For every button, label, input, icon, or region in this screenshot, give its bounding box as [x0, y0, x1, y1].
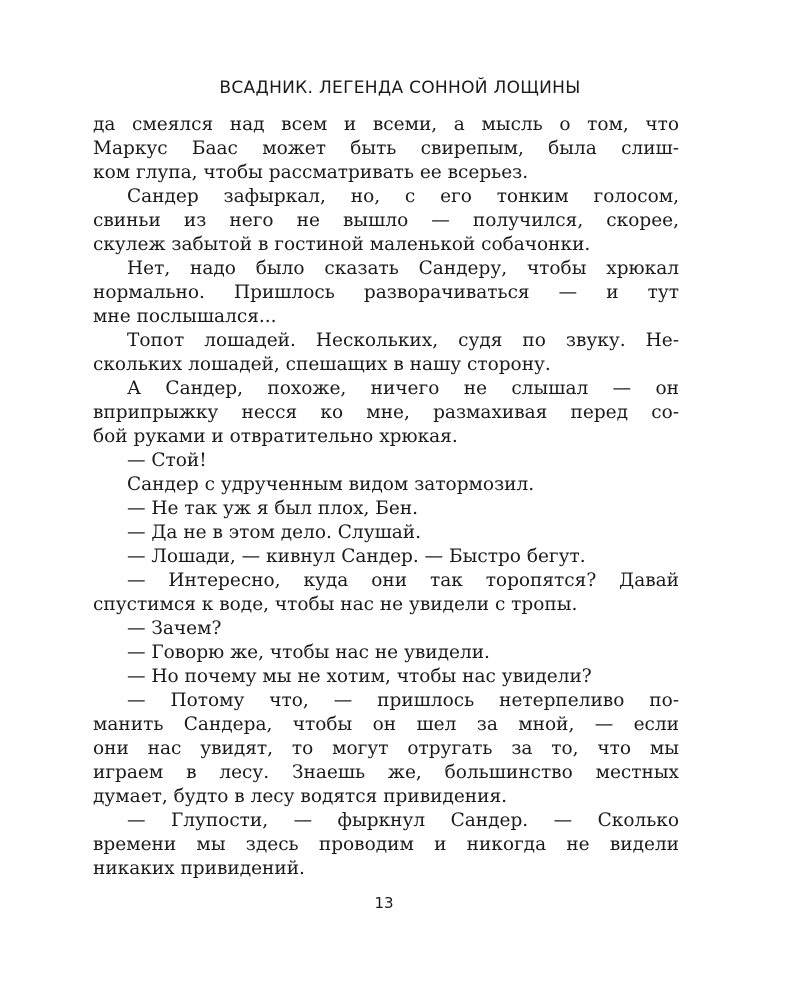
text-line: они нас увидят, то могут отругать за то, что мы [93, 738, 679, 759]
text-line: Нет, надо было сказать Сандеру, чтобы хрюкал [127, 258, 679, 279]
text-line: А Сандер, похоже, ничего не слышал — он [127, 378, 679, 399]
text-line: играем в лесу. Знаешь же, большинство местных [93, 762, 679, 783]
text-line: — Потому что, — пришлось нетерпеливо по- [127, 690, 679, 711]
text-line: думает, будто в лесу водятся привидения. [93, 786, 507, 807]
text-line: да смеялся над всем и всеми, а мысль о том, что [93, 114, 679, 135]
text-line: нормально. Пришлось разворачиваться — и тут [93, 282, 679, 303]
text-line: — Зачем? [127, 618, 222, 639]
text-line: бой руками и отвратительно хрюкая. [93, 426, 458, 447]
text-line: свиньи из него не вышло — получился, скорее, [93, 210, 679, 231]
text-line: Сандер зафыркал, но, с его тонким голосом, [127, 186, 679, 207]
text-line: — Стой! [127, 450, 207, 471]
text-line: ком глупа, чтобы рассматривать ее всерьез. [93, 162, 529, 183]
text-line: времени мы здесь проводим и никогда не видели [93, 834, 679, 855]
text-line: Топот лошадей. Нескольких, судя по звуку. Не- [127, 330, 679, 351]
text-line: — Лошади, — кивнул Сандер. — Быстро бегут. [127, 546, 586, 567]
text-line: — Не так уж я был плох, Бен. [127, 498, 419, 519]
page-number: 13 [374, 894, 394, 912]
text-line: спустимся к воде, чтобы нас не увидели с тропы. [93, 594, 578, 615]
text-line: Маркус Баас может быть свирепым, была слиш- [93, 138, 679, 159]
text-line: — Глупости, — фыркнул Сандер. — Сколько [127, 810, 679, 831]
text-line: — Интересно, куда они так торопятся? Давай [127, 570, 679, 591]
text-line: — Но почему мы не хотим, чтобы нас увидели? [127, 666, 592, 687]
text-line: — Говорю же, чтобы нас не увидели. [127, 642, 490, 663]
running-header: ВСАДНИК. ЛЕГЕНДА СОННОЙ ЛОЩИНЫ [219, 78, 581, 98]
text-line: Сандер с удрученным видом затормозил. [127, 474, 535, 495]
text-line: никаких привидений. [93, 858, 305, 879]
text-line: вприпрыжку несся ко мне, размахивая перед со- [93, 402, 679, 423]
text-line: мне послышался... [93, 306, 277, 327]
text-line: скольких лошадей, спешащих в нашу сторону. [93, 354, 551, 375]
text-line: скулеж забытой в гостиной маленькой собачонки. [93, 234, 591, 255]
body-text [93, 113, 679, 881]
text-line: — Да не в этом дело. Слушай. [127, 522, 422, 543]
text-line: манить Сандера, чтобы он шел за мной, — если [93, 714, 679, 735]
